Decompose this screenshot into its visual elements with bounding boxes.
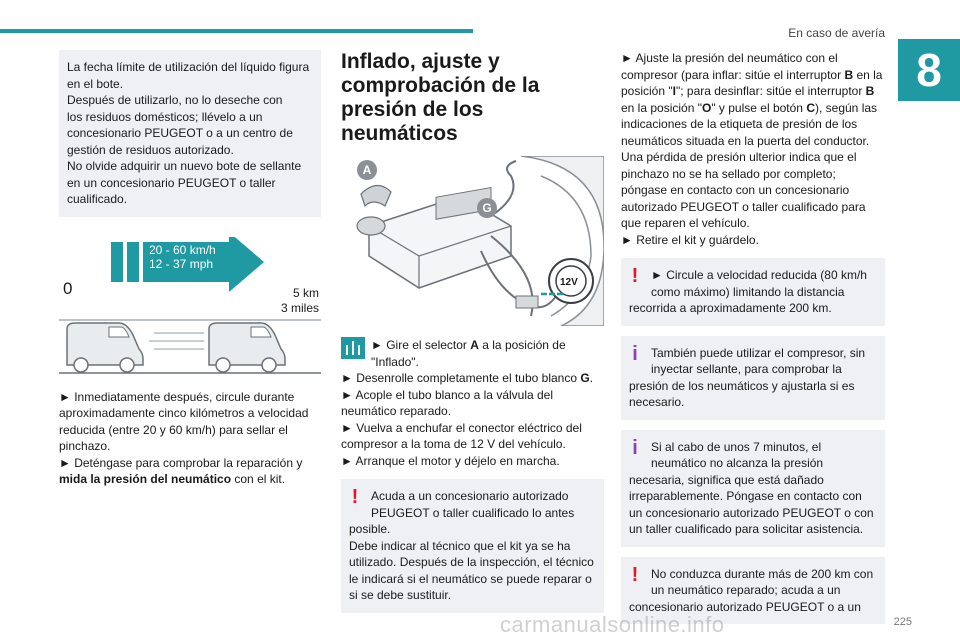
info-box-damaged <box>621 430 885 547</box>
distance-km-label: 5 km <box>292 285 319 300</box>
warning-box <box>341 479 604 613</box>
step-text-bold: C <box>806 100 815 115</box>
compressor-illustration <box>341 156 604 331</box>
label-g-badge <box>477 198 497 218</box>
step-text-bold: A <box>470 338 479 352</box>
warning-exclamation-icon: ! <box>631 563 639 586</box>
warning-text: Acuda a un concesionario autorizado PEUGEOT o taller cualificado lo antes <box>371 489 575 520</box>
step-text: ► Ajuste la presión del neumático con el compresor (para inflar: sitúe el interruptor <box>621 51 845 82</box>
step-text-bold: O <box>701 100 712 115</box>
info-text: necesaria, significa que está dañado irreparablemente. Póngase en contacto con un concesionario autorizado PEUGEOT o con un taller cualificado para solicitar asistencia. <box>629 472 874 536</box>
step-text: a la posición de "Inflado". <box>371 338 566 369</box>
chapter-number-tab: 8 <box>898 39 960 101</box>
warning-text: concesionario autorizado PEUGEOT o a un <box>629 599 861 614</box>
warning-text: posible. <box>349 522 391 536</box>
info-text: También puede utilizar el compresor, sin inyectar sellante, para comprobar la <box>651 345 866 376</box>
pressure-loss-note: Una pérdida de presión ulterior indica que el pinchazo no se ha sellado por completo; póngase en contacto con un concesionario autorizado PEUGEOT o taller cualificado para que reparen el vehículo. <box>621 150 866 230</box>
step-start-engine: ► Arranque el motor y déjelo en marcha. <box>341 453 560 468</box>
column-3 <box>621 50 885 624</box>
speed-distance-diagram <box>59 237 321 377</box>
label-a-badge <box>357 160 377 180</box>
compressor-graphic <box>341 156 604 326</box>
box-line: gestión de residuos autorizado. <box>67 142 234 157</box>
step-text: en la posición " <box>621 100 702 115</box>
sealant-info-box <box>59 50 321 217</box>
step-text: con el kit. <box>231 472 286 486</box>
box-line: en un concesionario PEUGEOT o taller <box>67 175 276 190</box>
box-line: en el bote. <box>67 76 124 91</box>
info-i-icon: i <box>632 342 638 365</box>
step-text: "; para desinflar: sitúe el interruptor <box>675 84 866 98</box>
step-text: en la posición " <box>621 67 883 98</box>
box-line: La fecha límite de utilización del líquido figura <box>67 60 310 74</box>
step-text-bold: mida la presión del neumático <box>59 472 232 486</box>
info-text: presión de los neumáticos y ajustarla si es necesario. <box>629 378 855 409</box>
section-heading: Inflado, ajuste y comprobación de la presión de los neumáticos <box>341 50 540 145</box>
step-turn-selector <box>341 337 604 370</box>
step-text: ), según las indicaciones de la etiqueta de presión de los neumáticos situada en la puerta del conductor. <box>621 100 878 148</box>
info-box-compressor <box>621 336 885 420</box>
tyre-pressure-icon <box>341 337 365 359</box>
warning-text: No conduzca durante más de 200 km con un neumático reparado; acuda a un <box>651 566 874 597</box>
speed-mph-label: 12 - 37 mph <box>149 256 214 271</box>
step-text-bold: G <box>580 371 590 385</box>
step-text-bold: I <box>672 84 676 98</box>
step-text-bold: B <box>865 84 875 98</box>
watermark-text: carmanualsonline.info <box>500 612 725 637</box>
zero-label: 0 <box>63 278 73 298</box>
info-i-icon: i <box>632 436 638 459</box>
warning-box-speed <box>621 258 885 326</box>
box-line: Después de utilizarlo, no lo deseche con <box>67 93 283 107</box>
step-text: . <box>589 371 594 385</box>
column-2 <box>341 50 604 613</box>
speed-kmh-label: 20 - 60 km/h <box>149 242 216 257</box>
step-remove-kit: ► Retire el kit y guárdelo. <box>621 232 759 247</box>
step-text: ► Desenrolle completamente el tubo blanco <box>341 371 581 385</box>
label-a: A <box>362 162 372 177</box>
box-line: cualificado. <box>67 192 128 206</box>
page-number: 225 <box>893 616 912 628</box>
step-plug-connector: ► Vuelva a enchufar el conector eléctrico del compresor a la toma de 12 V del vehículo. <box>341 420 582 451</box>
warning-text: recorrida a aproximadamente 200 km. <box>629 301 832 315</box>
warning-text: ► Circule a velocidad reducida (80 km/h como máximo) limitando la distancia <box>651 268 867 299</box>
info-text: Si al cabo de unos 7 minutos, el neumático no alcanza la presión <box>651 439 824 470</box>
warning-exclamation-icon: ! <box>351 486 359 508</box>
van-right-icon <box>209 323 285 372</box>
box-line: No olvide adquirir un nuevo bote de sellante <box>67 159 302 173</box>
box-line: concesionario PEUGEOT o a un centro de <box>67 126 293 140</box>
step-text: " y pulse el botón <box>711 100 807 115</box>
step-text-bold: B <box>844 67 854 82</box>
step-drive-slowly: ► Inmediatamente después, circule durante aproximadamente cinco kilómetros a velocidad reducida (entre 20 y 60 km/h) para sellar el pinchazo. <box>59 389 309 453</box>
header-accent-bar <box>0 29 473 33</box>
van-left-icon <box>67 323 143 372</box>
distance-miles-label: 3 miles <box>280 300 319 315</box>
step-text: ► Deténgase para comprobar la reparación y <box>59 455 303 470</box>
section-title: En caso de avería <box>788 26 885 40</box>
warning-text: Debe indicar al técnico que el kit ya se ha utilizado. Después de la inspección, el técnico le indicará si el neumático se puede reparar o si se debe sustituir. <box>349 538 594 602</box>
box-line: los residuos domésticos; llévelo a un <box>67 109 263 124</box>
warning-exclamation-icon: ! <box>631 265 639 287</box>
step-attach-hose: ► Acople el tubo blanco a la válvula del neumático reparado. <box>341 387 554 418</box>
column-1 <box>59 50 321 488</box>
label-12v: 12V <box>560 277 578 288</box>
label-g: G <box>482 200 492 215</box>
step-check-repair <box>59 455 321 488</box>
step-adjust-pressure <box>621 50 885 149</box>
step-text: ► Gire el selector <box>371 338 471 352</box>
step-unroll-hose <box>341 370 604 387</box>
